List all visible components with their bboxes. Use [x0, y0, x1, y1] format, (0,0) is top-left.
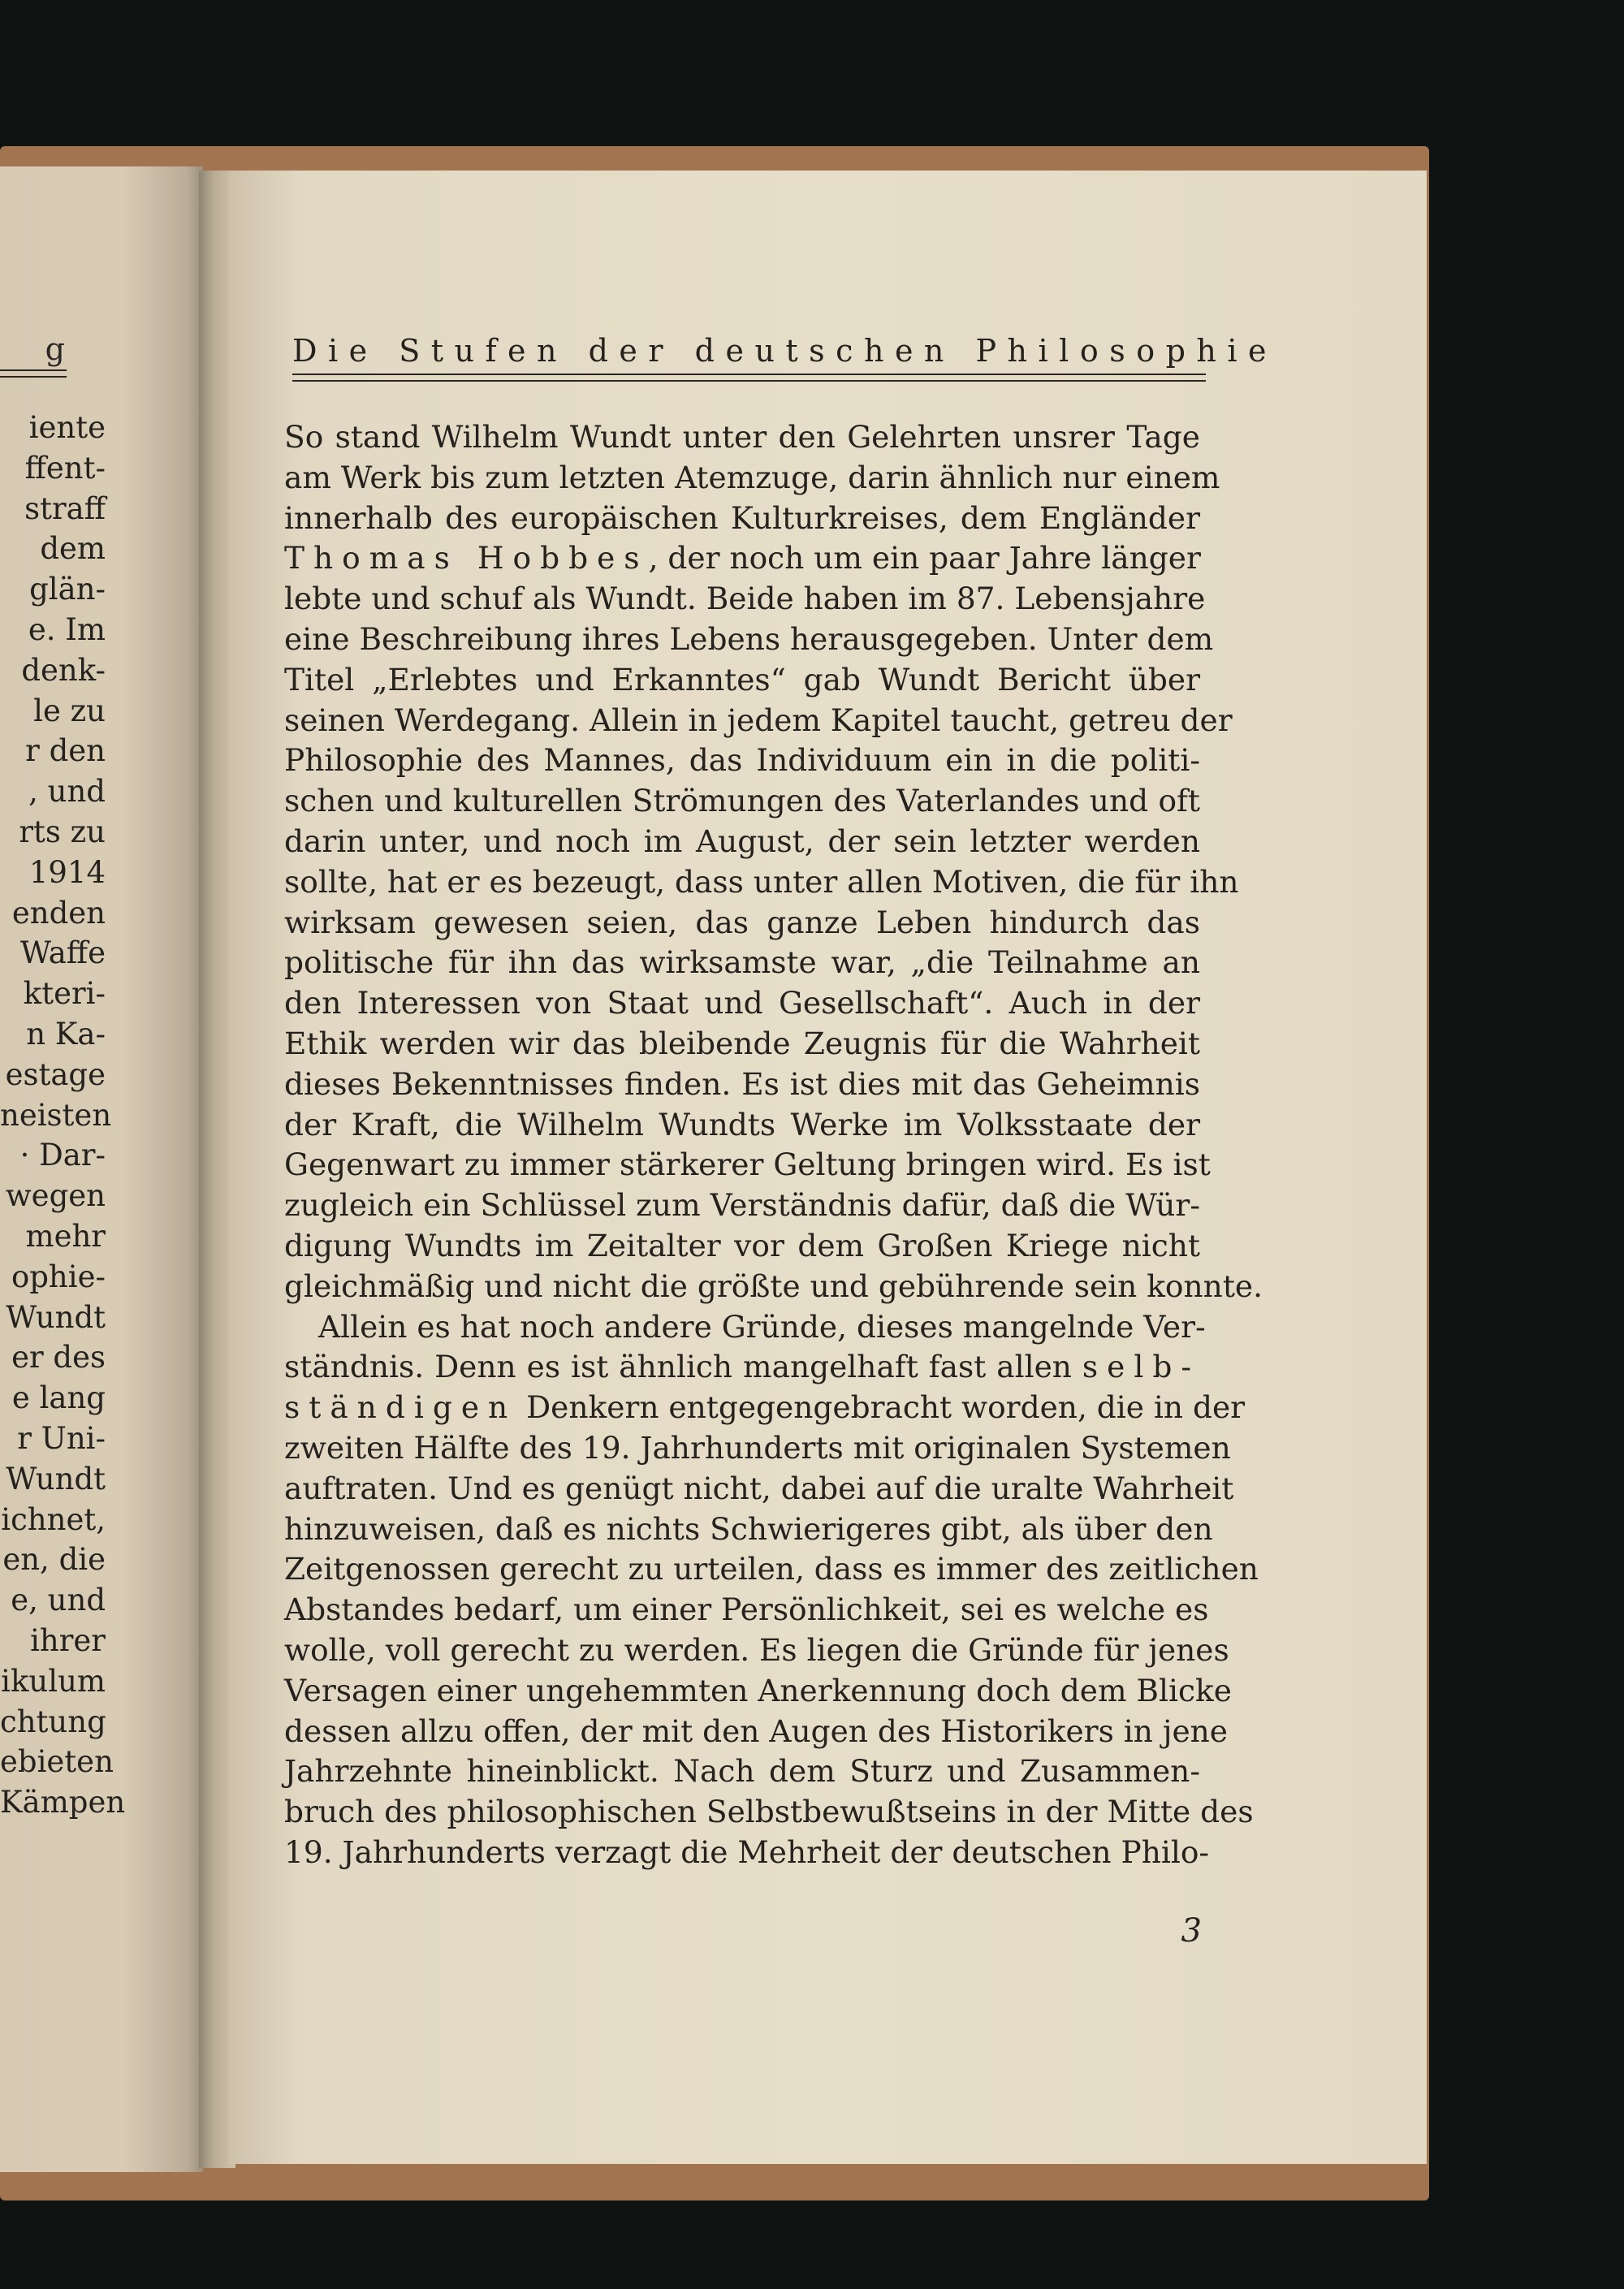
text-line: Abstandes bedarf, um einer Persönlichkeit, sei es welche es — [284, 1592, 1209, 1628]
left-page-line: Waffe — [19, 935, 106, 971]
text-line: sollte, hat er es bezeugt, dass unter allen Motiven, die für ihn — [284, 863, 1239, 900]
left-page-line: mehr — [25, 1219, 106, 1254]
body-text — [284, 417, 1263, 1873]
text-line: darin unter, und noch im August, der sein letzter werden — [284, 823, 1200, 859]
left-page-line: e, und — [11, 1583, 106, 1618]
left-page-line: enden — [11, 895, 106, 931]
left-page — [0, 166, 203, 2172]
left-page-line: chtung — [0, 1704, 106, 1739]
header-rule — [292, 374, 1206, 382]
left-page-line: er des — [11, 1340, 106, 1376]
text-line: Jahrzehnte hineinblickt. Nach dem Sturz und Zusammen- — [284, 1753, 1200, 1790]
left-page-line: Wundt — [6, 1299, 106, 1335]
text-line: der Kraft, die Wilhelm Wundts Werke im Volksstaate der — [284, 1106, 1200, 1142]
left-page-line: wegen — [6, 1178, 106, 1214]
text-line: Titel „Erlebtes und Erkanntes“ gab Wundt Bericht über — [284, 661, 1200, 697]
text-line: politische für ihn das wirksamste war, „die Teilnahme an — [284, 944, 1200, 981]
left-page-line: ffent- — [24, 450, 106, 486]
text-fragment: , der noch um ein paar Jahre länger — [648, 540, 1201, 577]
text-line: lebte und schuf als Wundt. Beide haben im 87. Lebensjahre — [284, 581, 1206, 617]
left-page-line: le zu — [33, 693, 106, 728]
left-page-line: dem — [40, 531, 106, 567]
left-page-line: en, die — [2, 1542, 106, 1578]
text-line: Allein es hat noch andere Gründe, dieses mangelnde Ver- — [318, 1308, 1206, 1345]
left-page-line: e lang — [11, 1380, 106, 1416]
left-page-line: ophie- — [11, 1259, 106, 1294]
text-fragment: ständnis. Denn es ist ähnlich mangelhaft fast allen — [284, 1349, 1072, 1385]
text-line: am Werk bis zum letzten Atemzuge, darin ähnlich nur einem — [284, 459, 1220, 495]
text-line: dessen allzu offen, der mit den Augen des Historikers in jene — [284, 1712, 1228, 1749]
text-line — [284, 538, 1200, 579]
left-page-line: e. Im — [28, 612, 106, 647]
left-page-line: straff — [24, 490, 106, 526]
text-line: So stand Wilhelm Wundt unter den Gelehrten unsrer Tage — [284, 419, 1200, 455]
left-page-line: r Uni- — [17, 1421, 106, 1456]
left-page-line: neisten — [0, 1097, 112, 1133]
left-page-line: glän- — [29, 572, 106, 607]
text-line: zugleich ein Schlüssel zum Verständnis dafür, daß die Wür- — [284, 1187, 1200, 1224]
text-line — [284, 1347, 1200, 1388]
left-page-line: ebieten — [0, 1744, 114, 1780]
left-page-line: r den — [25, 733, 106, 769]
left-page-line: 1914 — [28, 854, 106, 890]
text-line: Gegenwart zu immer stärkerer Geltung bringen wird. Es ist — [284, 1147, 1211, 1183]
page-number: 3 — [1181, 1912, 1202, 1950]
text-line: 19. Jahrhunderts verzagt die Mehrheit der deutschen Philo- — [284, 1833, 1210, 1870]
running-header: Die Stufen der deutschen Philosophie — [292, 333, 1278, 369]
left-page-line: denk- — [21, 652, 106, 688]
text-line: wirksam gewesen seien, das ganze Leben hindurch das — [284, 904, 1200, 940]
text-line: digung Wundts im Zeitalter vor dem Großen Kriege nicht — [284, 1227, 1200, 1263]
left-running-header: g — [45, 331, 65, 367]
text-line: innerhalb des europäischen Kulturkreises, dem Engländer — [284, 499, 1200, 536]
text-line: bruch des philosophischen Selbstbewußtseins in der Mitte des — [284, 1794, 1254, 1830]
text-line: wolle, voll gerecht zu werden. Es liegen die Gründe für jenes — [284, 1631, 1229, 1668]
left-page-line: ihrer — [30, 1623, 106, 1658]
text-line — [284, 1388, 1246, 1428]
text-line: Ethik werden wir das bleibende Zeugnis für die Wahrheit — [284, 1025, 1200, 1061]
text-fragment: Denkern entgegengebracht worden, die in der — [516, 1389, 1246, 1426]
text-line: zweiten Hälfte des 19. Jahrhunderts mit originalen Systemen — [284, 1429, 1231, 1466]
left-page-line: n Ka- — [26, 1017, 106, 1052]
spaced-word: ständigen — [284, 1389, 517, 1426]
text-line: Zeitgenossen gerecht zu urteilen, dass es immer des zeitlichen — [284, 1551, 1259, 1587]
left-page-line: ichnet, — [1, 1501, 106, 1537]
text-line: auftraten. Und es genügt nicht, dabei auf die uralte Wahrheit — [284, 1470, 1234, 1506]
left-header-rule — [0, 369, 67, 378]
text-line: Versagen einer ungehemmten Anerkennung doch dem Blicke — [284, 1672, 1232, 1708]
text-line: hinzuweisen, daß es nichts Schwierigeres gibt, als über den — [284, 1510, 1213, 1547]
text-line: schen und kulturellen Strömungen des Vaterlandes und oft — [284, 783, 1200, 819]
text-line: Philosophie des Mannes, das Individuum ein in die politi- — [284, 742, 1200, 779]
text-line: gleichmäßig und nicht die größte und gebührende sein konnte. — [284, 1268, 1263, 1304]
left-page-line: Wundt — [6, 1461, 106, 1496]
left-page-line: ikulum — [1, 1663, 106, 1699]
left-page-line: Kämpen — [0, 1785, 126, 1820]
left-page-line: estage — [5, 1056, 106, 1092]
left-page-line: · Dar- — [19, 1138, 106, 1173]
text-line: dieses Bekenntnisses finden. Es ist dies mit das Geheimnis — [284, 1065, 1200, 1102]
left-page-line: iente — [28, 410, 106, 445]
text-line: eine Beschreibung ihres Lebens herausgegeben. Unter dem — [284, 620, 1214, 657]
spaced-name: Thomas Hobbes — [284, 540, 649, 577]
left-page-line: kteri- — [23, 976, 106, 1012]
spaced-word: selb- — [1082, 1349, 1201, 1385]
left-page-line: , und — [28, 774, 106, 810]
text-line: seinen Werdegang. Allein in jedem Kapitel taucht, getreu der — [284, 702, 1233, 738]
left-page-line: rts zu — [19, 814, 106, 849]
text-line: den Interessen von Staat und Gesellschaft“. Auch in der — [284, 985, 1200, 1021]
